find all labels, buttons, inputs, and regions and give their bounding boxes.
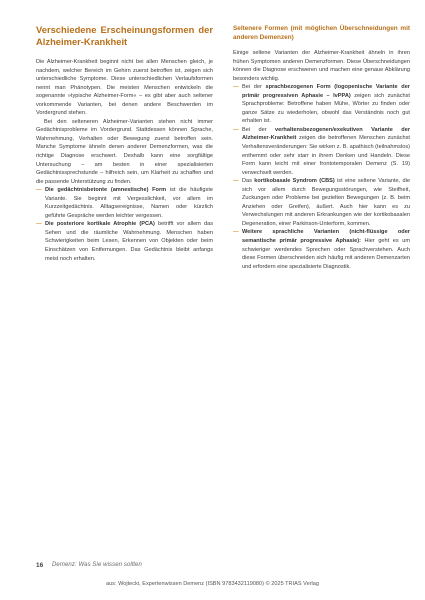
list-item [36, 220, 213, 263]
list-item-prefix: Das [242, 178, 255, 185]
list-item-text: Hier geht es um schwieriger werdendes Sprechen oder Sprachverstehen. Auch diese Formen überschneiden sich häufig mit anderen Demenzarten und erfordern eine spezialisierte Diagnostik. [242, 238, 410, 270]
list-item-text: ist eine seltene Variante, die sich vor allem durch Bewegungsstörungen, wie Steifheit, Zuckungen oder Probleme bei gezielten Bewegungen (z. B. beim Anziehen oder Greifen), äußert. Auch hier kann es zu Verwechslungen mit anderen Erkrankungen wie der kortikobasalen Degeneration, einer Parkinson-Unterform, kommen. [242, 178, 410, 227]
page-number: 16 [36, 562, 44, 569]
list-item [233, 228, 410, 271]
list-item [233, 126, 410, 177]
left-column [36, 24, 213, 263]
subsection-heading: Seltenere Formen (mit möglichen Überschneidungen mit anderen Demenzen) [233, 25, 410, 41]
list-item-prefix: Bei der [242, 126, 276, 133]
list-item [233, 177, 410, 228]
list-item-text: zeigen sich zunächst Sprachprobleme: Betroffene haben Mühe, Wörter zu finden oder ganze Sätze zu wiederholen, obwohl das Verständnis noch gut erhalten ist. [242, 92, 410, 125]
dash-bullet-icon: — [233, 229, 239, 236]
list-item-term: sprachbezogenen Form (logopenische Variante der primär progressiven Aphasie – lvPPA) [242, 84, 410, 99]
list-item-prefix: Bei der [242, 84, 266, 91]
variant-list-right [233, 83, 410, 271]
list-item-term: kortikobasale Syndrom (CBS) [254, 178, 335, 185]
variant-list-left [36, 186, 213, 263]
paragraph-rare-variants: Bei den selteneren Alzheimer-Varianten stehen nicht immer Gedächtnisprobleme im Vordergrund. Stattdessen können Sprache, Wahrnehmung, Verhalten oder Bewegung zuerst betroffen sein. Manche Symptome ähneln denen anderer Demenzformen, was die richtige Diagnose erschwert. Deshalb kann eine sorgfältige Untersuchung – am besten in einer spezialisierten Gedächtnissprechstunde – hilfreich sein, um Klarheit zu schaffen und die passende Unterstützung zu finden. [36, 118, 213, 185]
list-item-term: Die gedächtnisbetonte (amnestische) Form [45, 187, 167, 194]
list-item [36, 186, 213, 220]
dash-bullet-icon: — [233, 178, 239, 185]
list-item-text: betrifft vor allem das Sehen und die räumliche Wahrnehmung. Menschen haben Schwierigkeiten beim Lesen, Erkennen von Objekten oder beim Einschätzen von Entfernungen. Das Gedächtnis bleibt anfangs meist noch erhalten. [45, 221, 213, 262]
list-item-term: Die posteriore kortikale Atrophie (PCA) [45, 221, 155, 228]
dash-bullet-icon: — [36, 221, 42, 228]
list-item-text: zeigen die betroffenen Menschen zunächst Verhaltensveränderungen: Sie wirken z. B. apathisch (teilnahmslos) enthemmt oder sehr starr in ihrem Denken und Handeln. Diese Form kann leicht mit einer frontotemporalen Demenz (S. 19) verwechselt werden. [242, 135, 410, 176]
running-title: Demenz: Was Sie wissen sollten [52, 562, 142, 568]
list-item-term: verhaltensbezogenen/exekutiven Variante der Alzheimer-Krankheit [242, 126, 410, 142]
section-heading: Verschiedene Erscheinungsformen der Alzheimer-Krankheit [36, 24, 213, 47]
paragraph-overlap: Einige seltene Varianten der Alzheimer-Krankheit ähneln in ihren frühen Symptomen anderen Demenzformen. Diese Überschneidungen können die Diagnose erschweren und machen eine genaue Abklärung besonders wichtig. [233, 50, 410, 82]
list-item [233, 83, 410, 126]
list-item-text: ist die häufigste Variante. Sie beginnt mit Vergesslichkeit, vor allem im Kurzzeitgedächtnis. Alltagsereignisse, Namen oder kürzlich geführte Gespräche werden leichter vergessen. [45, 187, 213, 219]
right-column [233, 24, 410, 271]
dash-bullet-icon: — [233, 126, 239, 133]
imprint-line: aus: Wojtecki, Expertenwissen Demenz (ISBN 9783432119080) © 2025 TRIAS Verlag [105, 581, 320, 587]
list-item-term: Weitere sprachliche Varianten (nicht-flüssige oder semantische primär progressive Aphasie): [242, 229, 410, 245]
dash-bullet-icon: — [36, 187, 42, 194]
paragraph-intro: Die Alzheimer-Krankheit beginnt nicht bei allen Menschen gleich, je nachdem, welcher Bereich im Gehirn zuerst betroffen ist, zeigen sich unterschiedliche Symptome. Diese unterschiedlichen Verlaufsformen nennt man Phänotypen. Die meisten Menschen entwickeln die sogenannte »typische Alzheimer-Form« – es gibt aber auch seltener vorkommende Varianten, bei denen andere Beschwerden im Vordergrund stehen. [36, 59, 213, 117]
dash-bullet-icon: — [233, 84, 239, 91]
